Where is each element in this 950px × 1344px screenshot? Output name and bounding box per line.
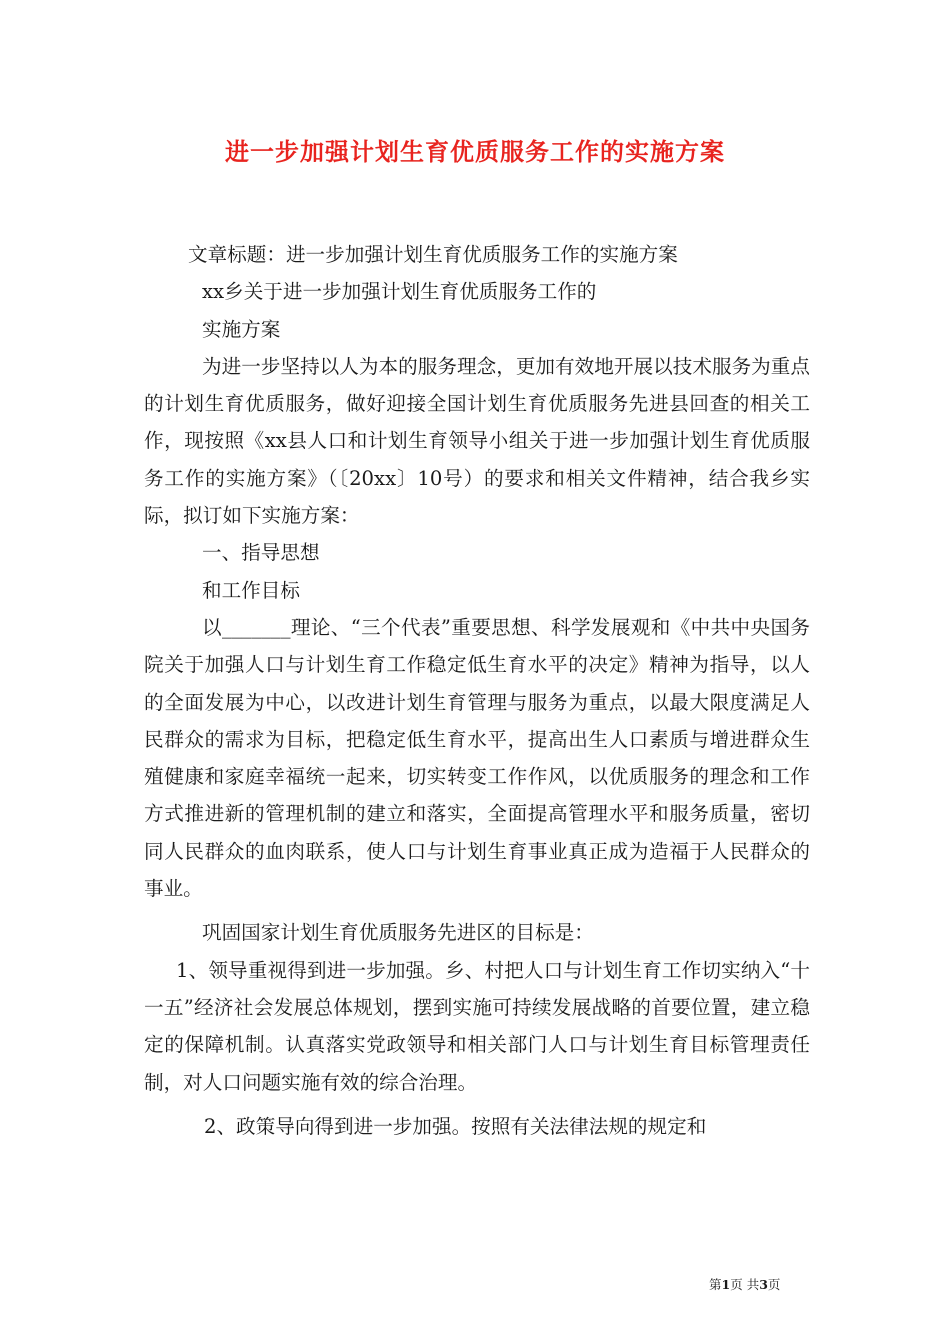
subtitle-line-1: xx乡关于进一步加强计划生育优质服务工作的 (202, 280, 597, 304)
guiding-paragraph: 以_______理论、“三个代表”重要思想、科学发展观和《中共中央国务院关于加强人口与计划生育工作稳定低生育水平的决定》精神为指导，以人的全面发展为中心，以改进计划生育管理与服务为重点，以最大限度满足人民群众的需求为目标，把稳定低生育水平，提高出生人口素质与增进群众生殖健康和家庭幸福统一起来，切实转变工作作风，以优质服务的理念和工作方式推进新的管理机制的建立和落实，全面提高管理水平和服务质量，密切同人民群众的血肉联系，使人口与计划生育事业真正成为造福于人民群众的事业。 (144, 615, 810, 901)
page-footer (709, 1275, 780, 1293)
section-heading-1a: 一、指导思想 (202, 541, 320, 565)
article-title-line: 文章标题：进一步加强计划生育优质服务工作的实施方案 (188, 243, 678, 266)
subtitle-line-2: 实施方案 (202, 317, 281, 341)
goal-item-2: 2、政策导向得到进一步加强。按照有关法律法规的规定和 (204, 1114, 707, 1138)
footer-suffix: 页 (767, 1277, 781, 1292)
document-body (144, 236, 810, 1145)
footer-total-pages: 3 (759, 1277, 768, 1292)
document-title: 进一步加强计划生育优质服务工作的实施方案 (225, 137, 725, 166)
section-heading-1b: 和工作目标 (202, 578, 300, 602)
footer-middle: 页 共 (730, 1277, 760, 1292)
goal-lead-line: 巩固国家计划生育优质服务先进区的目标是： (202, 921, 594, 945)
footer-prefix: 第 (709, 1277, 722, 1292)
intro-paragraph: 为进一步坚持以人为本的服务理念，更加有效地开展以技术服务为重点的计划生育优质服务，做好迎接全国计划生育优质服务先进县回查的相关工作，现按照《xx县人口和计划生育领导小组关于进一步加强计划生育优质服务工作的实施方案》（〔20xx〕10号）的要求和相关文件精神，结合我乡实际，拟订如下实施方案： (144, 354, 810, 528)
footer-current-page: 1 (721, 1277, 731, 1292)
goal-item-1: 1、领导重视得到进一步加强。乡、村把人口与计划生育工作切实纳入“十一五”经济社会发展总体规划，摆到实施可持续发展战略的首要位置，建立稳定的保障机制。认真落实党政领导和相关部门人口与计划生育目标管理责任制，对人口问题实施有效的综合治理。 (144, 958, 810, 1094)
